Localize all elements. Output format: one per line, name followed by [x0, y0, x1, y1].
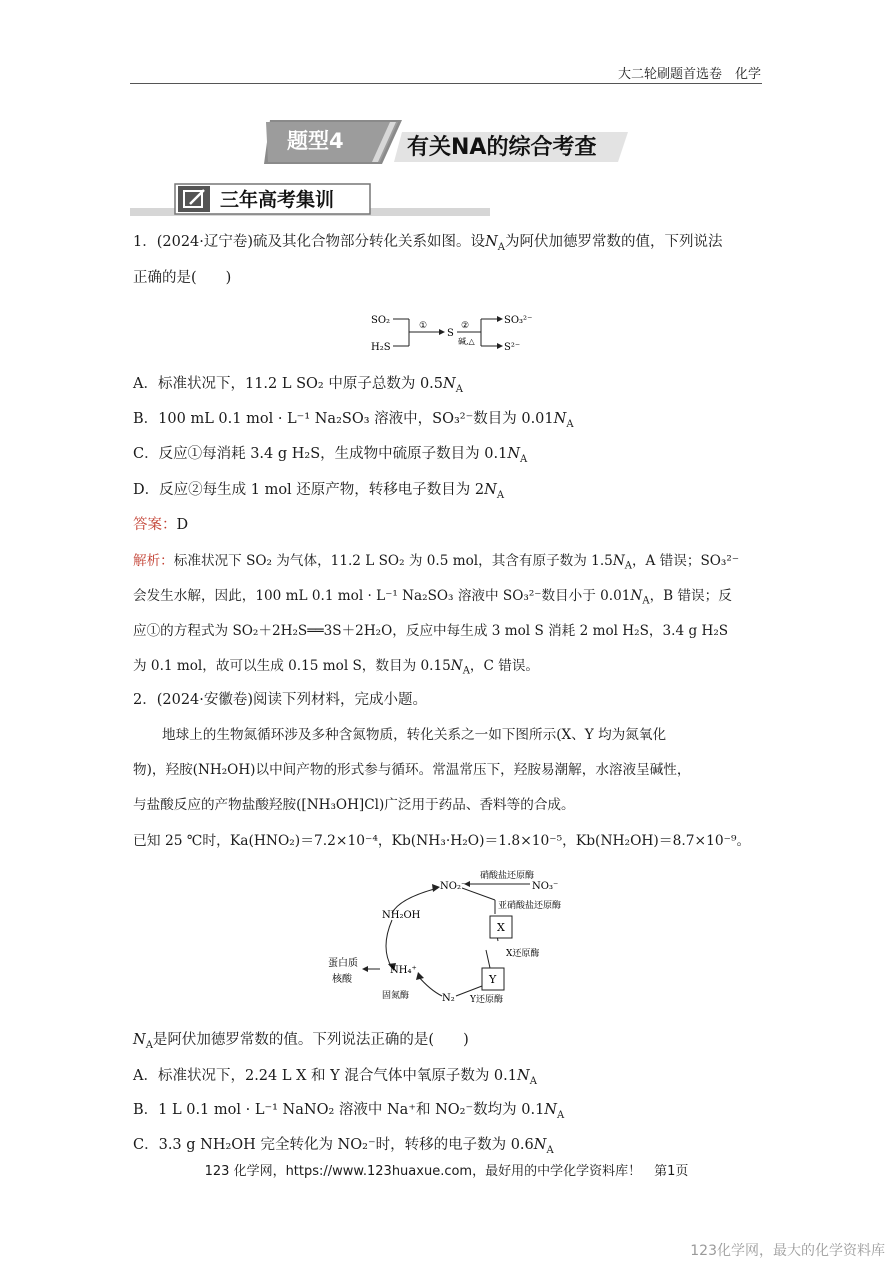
analysis-line1: 解析：标准状况下 SO₂ 为气体，11.2 L SO₂ 为 0.5 mol，其含有原子数为 $1.5N_A$，A 错误；SO₃²⁻	[133, 553, 739, 572]
section-header	[130, 180, 492, 220]
so2-label: SO₂	[371, 315, 391, 326]
hydroxylamine-node: NH₂OH	[382, 910, 421, 921]
page-footer: 123 化学网，https://www.123huaxue.com，最好用的中学化学资料库！ 第1页	[204, 1164, 689, 1179]
banner-title: 有关NA的综合考查	[407, 135, 597, 160]
y-node: Y	[489, 973, 497, 986]
q2-passage-line3: 与盐酸反应的产物盐酸羟胺([NH₃OH]Cl)广泛用于药品、香料等的合成。	[133, 797, 575, 813]
nucleic-acid-label: 核酸	[332, 974, 352, 985]
protein-label: 蛋白质	[328, 958, 358, 969]
x-reductase-label: X还原酶	[506, 949, 540, 959]
q2-question: $N_A$是阿伏加德罗常数的值。下列说法正确的是( )	[133, 1032, 469, 1051]
q1-answer	[133, 515, 188, 535]
banner-type-label: 题型4	[287, 129, 344, 153]
ammonium-node: NH₄⁺	[390, 965, 417, 976]
nitrate-node: NO₃⁻	[532, 881, 559, 892]
sulfide-label: S²⁻	[504, 342, 521, 353]
analysis-label: 解析：	[133, 553, 174, 569]
x-node: X	[497, 921, 505, 934]
q1-option-c: C．反应①每消耗 3.4 g H₂S，生成物中硫原子数目为 $0.1N_A$	[133, 446, 528, 465]
nitrite-node: NO₂⁻	[440, 881, 467, 892]
q1-option-b: B．100 mL 0.1 mol · L⁻¹ Na₂SO₃ 溶液中，SO₃²⁻数目为 $0.01N_A$	[133, 411, 574, 430]
h2s-label: H₂S	[371, 342, 391, 353]
y-reductase-label: Y还原酶	[470, 995, 503, 1005]
nitrite-reductase-label: 亚硝酸盐还原酶	[498, 901, 562, 911]
topic-banner	[262, 118, 632, 168]
answer-value: D	[176, 517, 189, 533]
analysis-line4: 为 0.1 mol，故可以生成 0.15 mol S，数目为 $0.15N_A$，C 错误。	[133, 658, 540, 677]
n2-node: N₂	[442, 993, 455, 1004]
q2-passage-line2: 物)，羟胺(NH₂OH)以中间产物的形式参与循环。常温常压下，羟胺易潮解，水溶液呈碱性，	[133, 762, 691, 778]
analysis-line3: 应①的方程式为 SO₂＋2H₂S══3S＋2H₂O，反应中每生成 3 mol S 消耗 2 mol H₂S，3.4 g H₂S	[133, 623, 729, 639]
q2-stem: 2．(2024·安徽卷)阅读下列材料，完成小题。	[133, 692, 428, 708]
q2-known-constants: 已知 25 ℃时，Ka(HNO₂)＝7.2×10⁻⁴，Kb(NH₃·H₂O)＝1.8×10⁻⁵，Kb(NH₂OH)＝8.7×10⁻⁹。	[133, 833, 751, 849]
page-header: 大二轮刷题首选卷 化学	[617, 67, 761, 82]
condition-label: 碱,△	[458, 337, 475, 346]
sulfur-label: S	[447, 328, 454, 339]
analysis-line2: 会发生水解，因此，100 mL 0.1 mol · L⁻¹ Na₂SO₃ 溶液中 SO₃²⁻数目小于 $0.01N_A$，B 错误；反	[133, 588, 732, 607]
watermark: 123化学网，最大的化学资料库	[690, 1243, 885, 1259]
section-title: 三年高考集训	[220, 189, 335, 211]
q1-stem-line1: 1．(2024·辽宁卷)硫及其化合物部分转化关系如图。设$N_A$为阿伏加德罗常数的值，下列说法	[133, 234, 723, 253]
step1-label: ①	[419, 321, 428, 331]
nitrate-reductase-label: 硝酸盐还原酶	[480, 871, 535, 881]
q2-option-b: B．1 L 0.1 mol · L⁻¹ NaNO₂ 溶液中 Na⁺和 NO₂⁻数均为 $0.1N_A$	[133, 1102, 565, 1121]
q1-stem-line2: 正确的是( )	[133, 270, 232, 286]
nitrogen-cycle-diagram	[320, 868, 590, 1008]
q1-option-d: D．反应②每生成 1 mol 还原产物，转移电子数目为 $2N_A$	[133, 482, 505, 501]
step2-label: ②	[461, 321, 470, 331]
answer-label: 答案：	[133, 517, 177, 533]
q1-option-a: A．标准状况下，11.2 L SO₂ 中原子总数为 $0.5N_A$	[133, 376, 463, 395]
q2-passage-line1: 地球上的生物氮循环涉及多种含氮物质，转化关系之一如下图所示(X、Y 均为氮氧化	[162, 727, 667, 743]
nitrogenase-label: 固氮酶	[382, 991, 410, 1001]
q2-option-c: C．3.3 g NH₂OH 完全转化为 NO₂⁻时，转移的电子数为 $0.6N_A$	[133, 1137, 554, 1156]
q2-option-a: A．标准状况下，2.24 L X 和 Y 混合气体中氧原子数为 $0.1N_A$	[133, 1068, 537, 1087]
header-divider	[130, 83, 762, 84]
sulfur-conversion-diagram	[365, 306, 535, 358]
sulfite-label: SO₃²⁻	[504, 315, 533, 326]
